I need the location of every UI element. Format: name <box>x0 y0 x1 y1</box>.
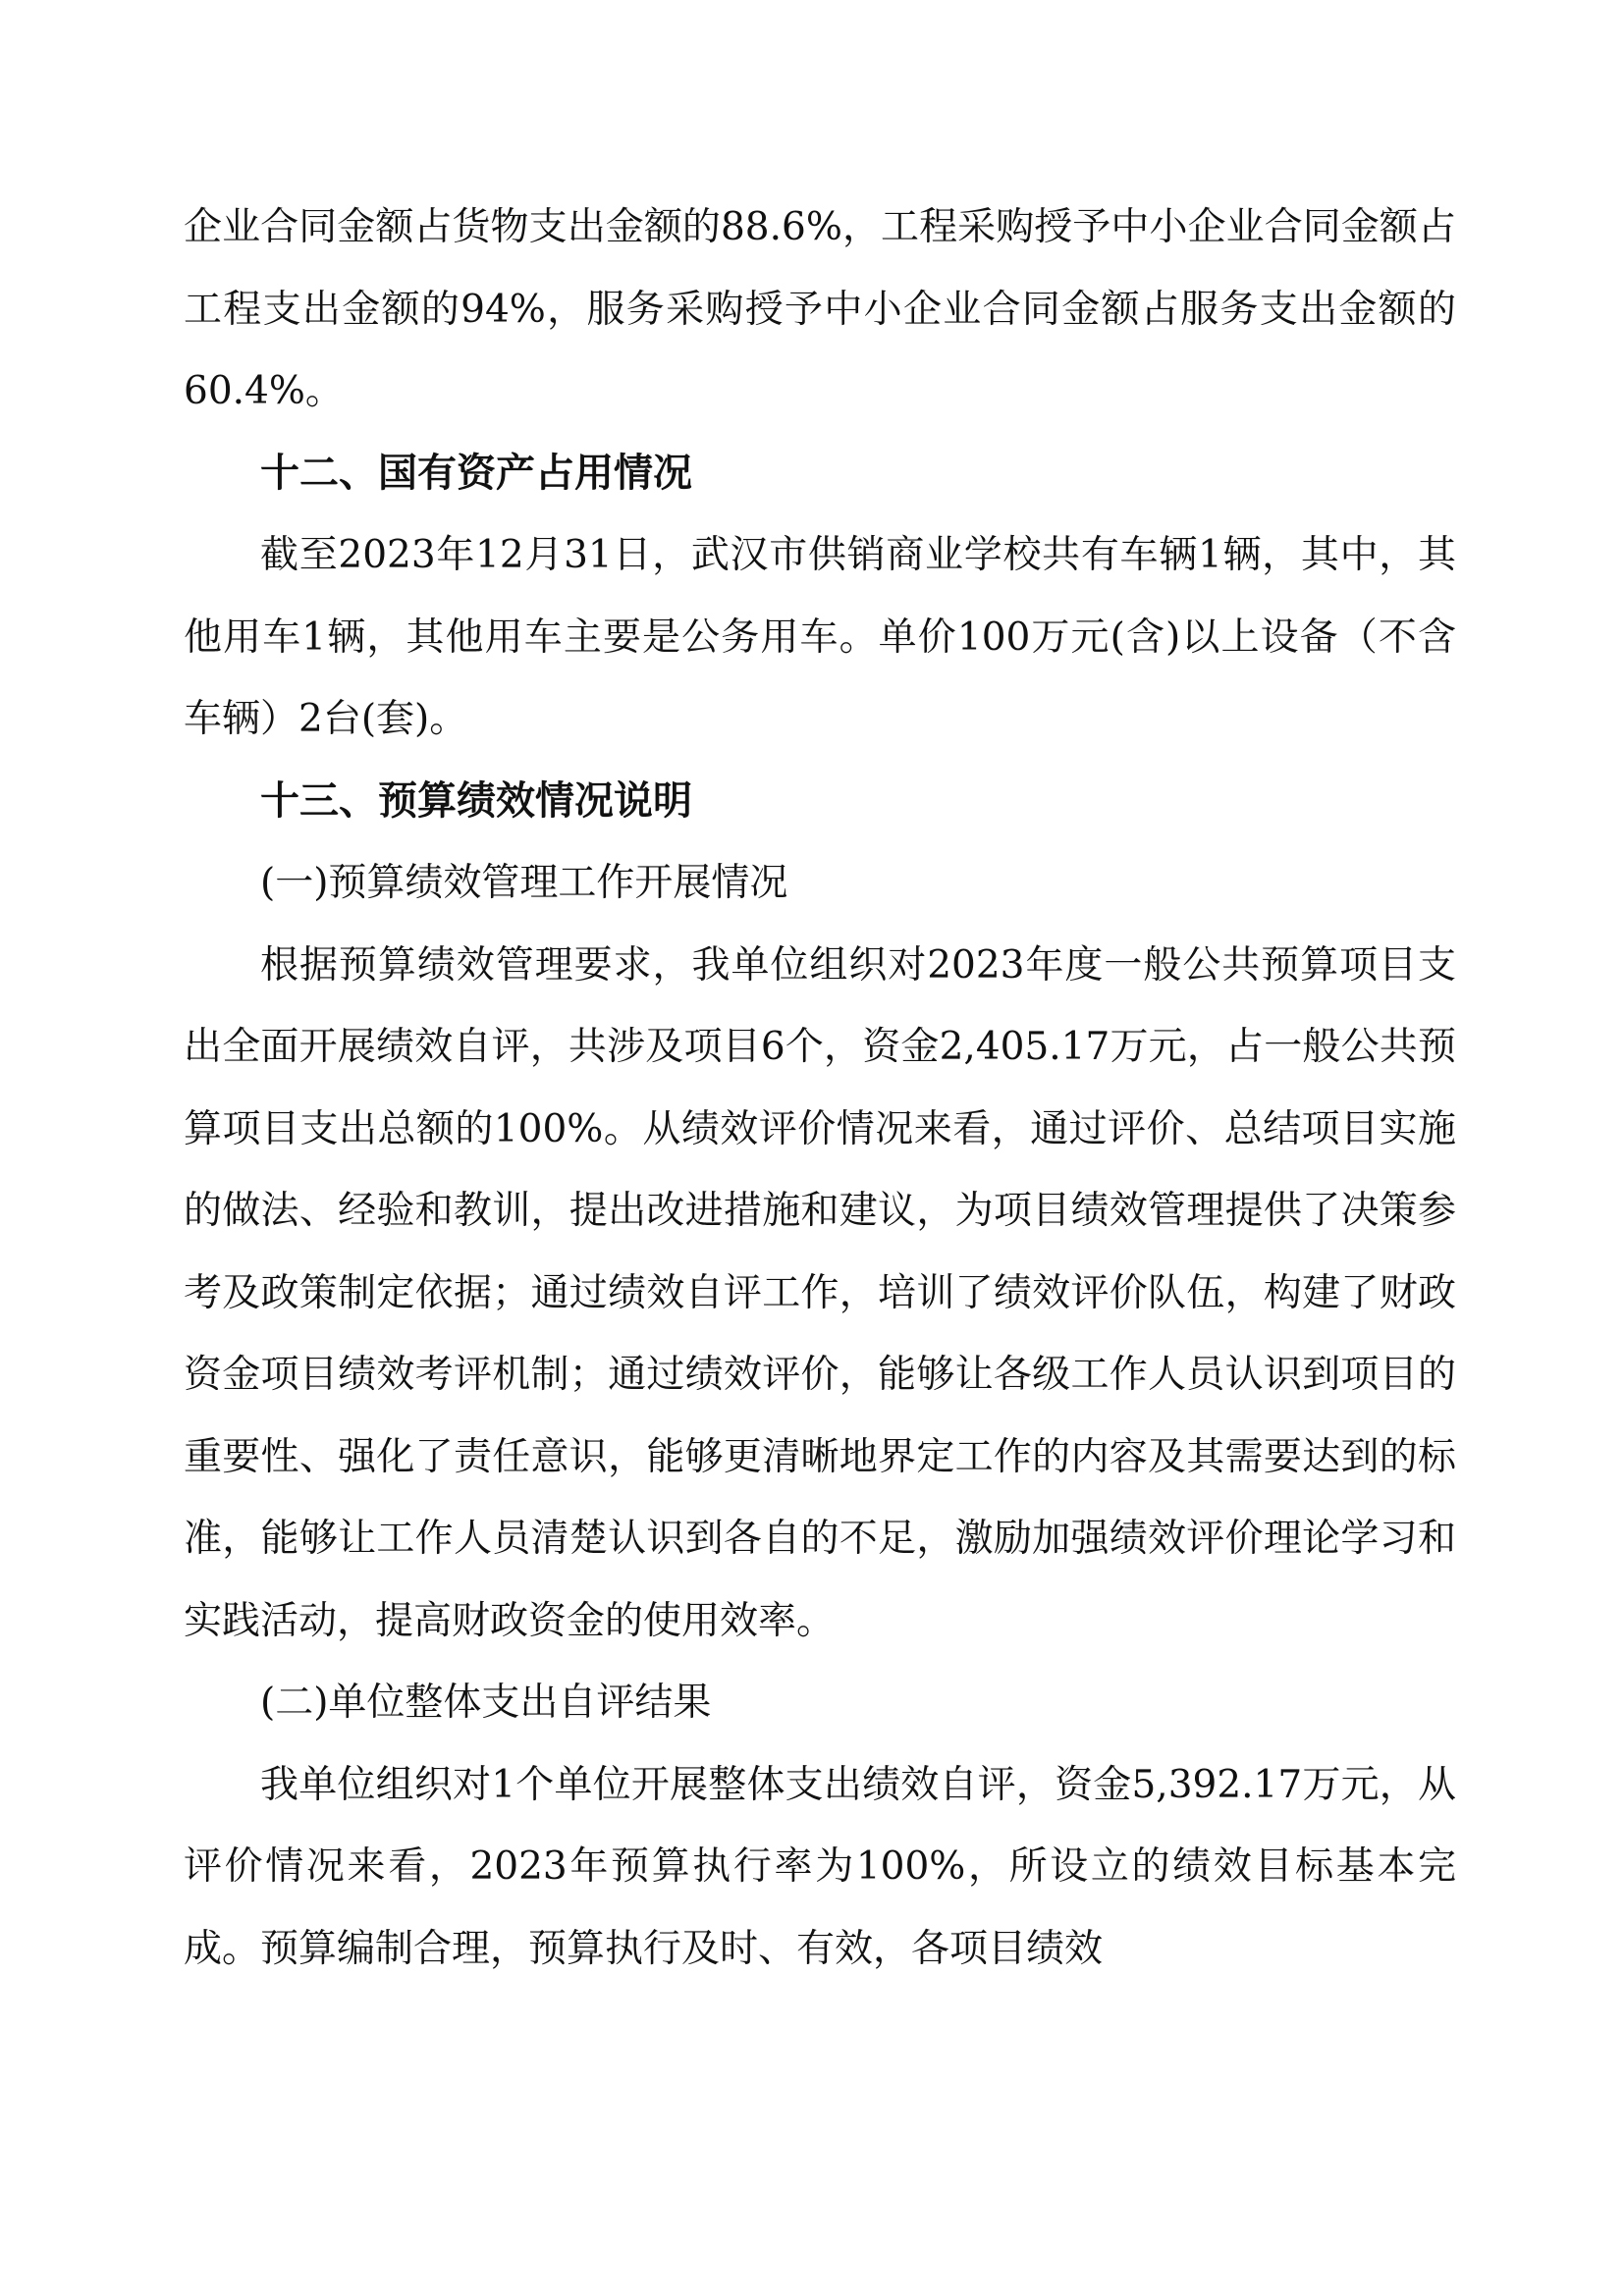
section-12-paragraph: 截至2023年12月31日，武汉市供销商业学校共有车辆1辆，其中，其他用车1辆，其他用车主要是公务用车。单价100万元(含)以上设备（不含车辆）2台(套)。 <box>184 533 1456 741</box>
subsection-1-paragraph: 根据预算绩效管理要求，我单位组织对2023年度一般公共预算项目支出全面开展绩效自评，共涉及项目6个，资金2,405.17万元，占一般公共预算项目支出总额的100%。从绩效评价情况来看，通过评价、总结项目实施的做法、经验和教训，提出改进措施和建议，为项目绩效管理提供了决策参考及政策制定依据；通过绩效自评工作，培训了绩效评价队伍，构建了财政资金项目绩效考评机制；通过绩效评价，能够让各级工作人员认识到项目的重要性、强化了责任意识，能够更清晰地界定工作的内容及其需要达到的标准，能够让工作人员清楚认识到各自的不足，激励加强绩效评价理论学习和实践活动，提高财政资金的使用效率。 <box>184 942 1456 1643</box>
subsection-1-heading: (一)预算绩效管理工作开展情况 <box>260 861 788 905</box>
subsection-2-heading: (二)单位整体支出自评结果 <box>260 1681 712 1725</box>
section-12-heading: 十二、国有资产占用情况 <box>260 450 692 496</box>
subsection-2-paragraph: 我单位组织对1个单位开展整体支出绩效自评，资金5,392.17万元，从评价情况来看，2023年预算执行率为100%，所设立的绩效目标基本完成。预算编制合理，预算执行及时、有效，各项目绩效 <box>184 1762 1456 1971</box>
document-body <box>184 187 1456 1990</box>
continuation-paragraph: 企业合同金额占货物支出金额的88.6%，工程采购授予中小企业合同金额占工程支出金额的94%，服务采购授予中小企业合同金额占服务支出金额的60.4%。 <box>184 205 1456 413</box>
section-13-heading: 十三、预算绩效情况说明 <box>260 777 692 824</box>
